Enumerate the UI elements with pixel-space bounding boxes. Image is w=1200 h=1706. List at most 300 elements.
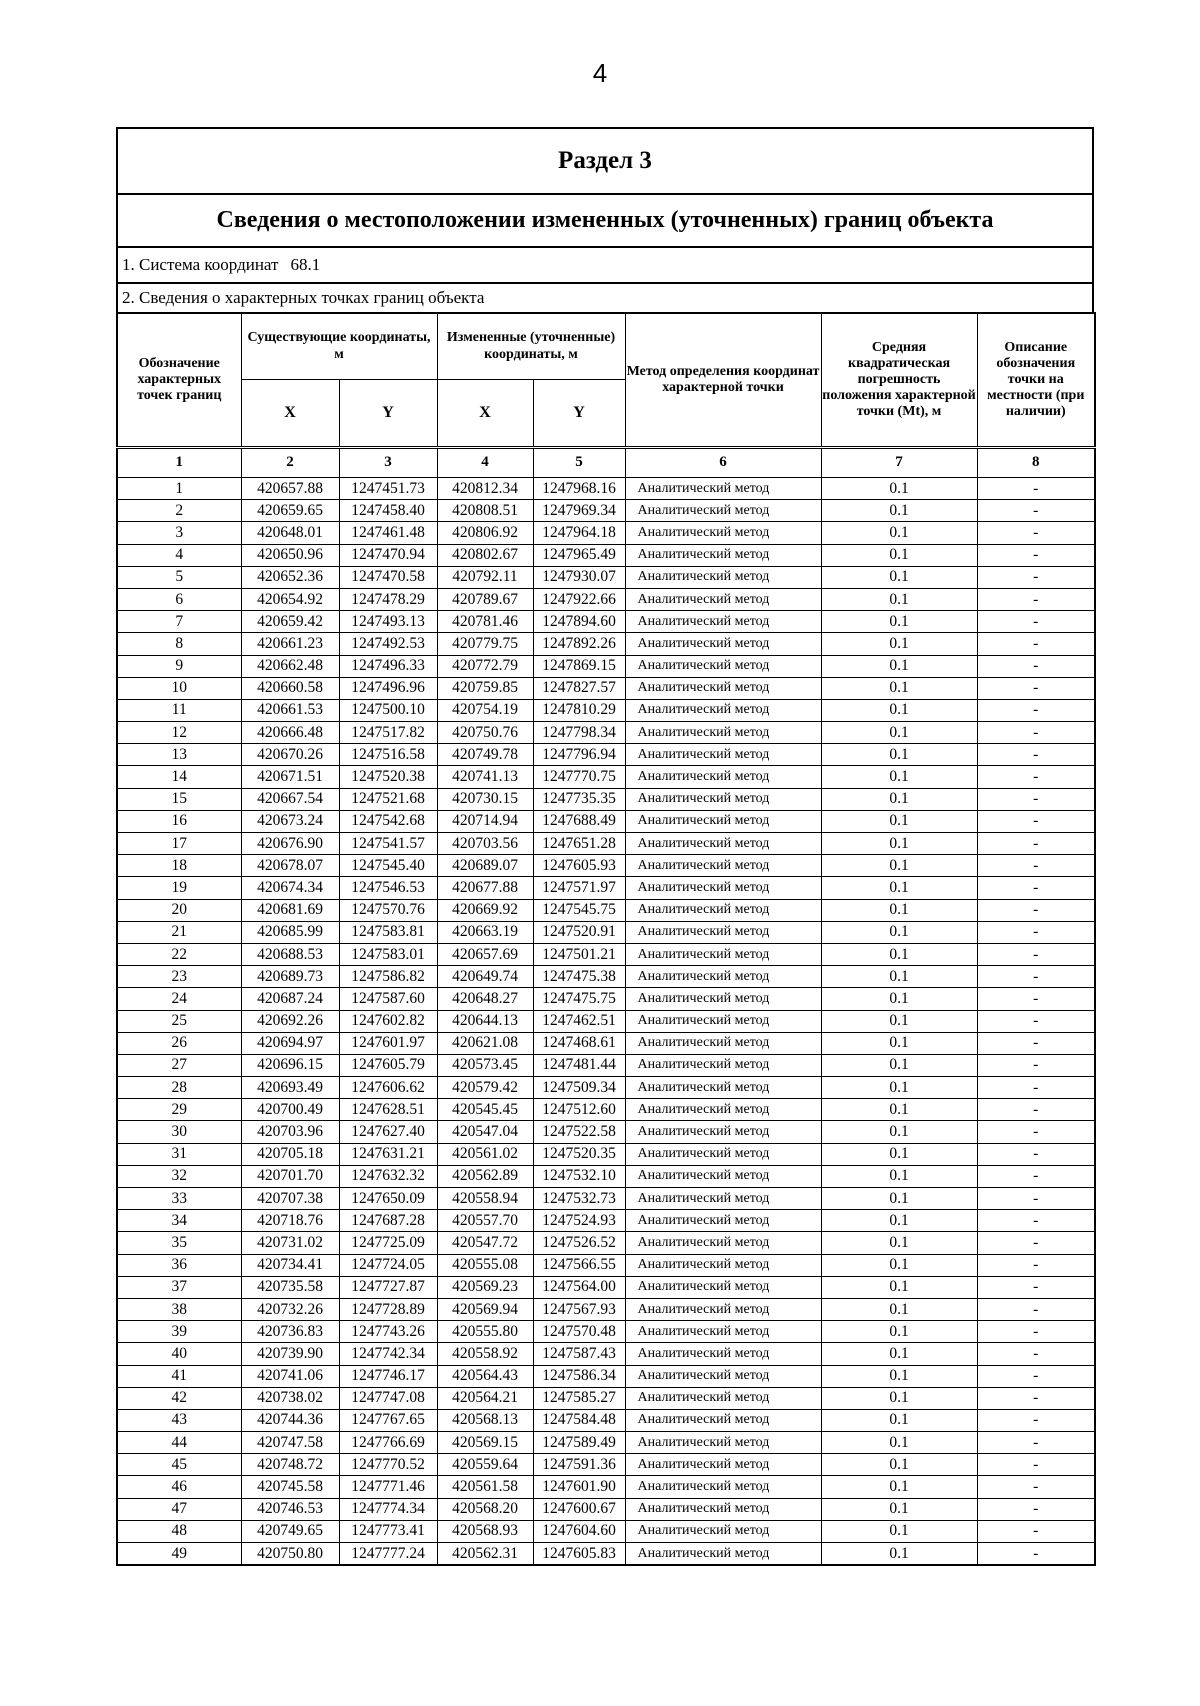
cell-existing-x: 420700.49: [241, 1099, 339, 1121]
table-row: [117, 833, 1095, 855]
cell-changed-x: 420559.64: [437, 1454, 533, 1476]
cell-changed-x: 420558.94: [437, 1188, 533, 1210]
cell-point-description: -: [977, 744, 1095, 766]
table-row: [117, 1054, 1095, 1076]
cell-point-description: -: [977, 1432, 1095, 1454]
cell-method: Аналитический метод: [625, 1298, 821, 1320]
cell-mean-square-error: 0.1: [821, 766, 977, 788]
cell-point-number: 49: [117, 1543, 241, 1566]
cell-changed-x: 420781.46: [437, 611, 533, 633]
cell-point-number: 20: [117, 899, 241, 921]
cell-point-number: 22: [117, 943, 241, 965]
cell-existing-y: 1247461.48: [339, 522, 437, 544]
cell-point-number: 39: [117, 1321, 241, 1343]
cell-changed-y: 1247969.34: [533, 500, 625, 522]
cell-method: Аналитический метод: [625, 1454, 821, 1476]
cell-point-description: -: [977, 1298, 1095, 1320]
cell-existing-y: 1247516.58: [339, 744, 437, 766]
cell-changed-x: 420808.51: [437, 500, 533, 522]
table-row: [117, 522, 1095, 544]
cell-mean-square-error: 0.1: [821, 943, 977, 965]
cell-method: Аналитический метод: [625, 744, 821, 766]
cell-point-description: -: [977, 1121, 1095, 1143]
cell-existing-y: 1247586.82: [339, 966, 437, 988]
cell-mean-square-error: 0.1: [821, 655, 977, 677]
cell-point-description: -: [977, 1476, 1095, 1498]
cell-changed-x: 420562.89: [437, 1165, 533, 1187]
cell-mean-square-error: 0.1: [821, 1165, 977, 1187]
cell-changed-x: 420648.27: [437, 988, 533, 1010]
cell-existing-y: 1247458.40: [339, 500, 437, 522]
cell-existing-y: 1247687.28: [339, 1210, 437, 1232]
cell-point-number: 35: [117, 1232, 241, 1254]
cell-changed-y: 1247512.60: [533, 1099, 625, 1121]
cell-existing-x: 420692.26: [241, 1010, 339, 1032]
cell-point-description: -: [977, 677, 1095, 699]
header-existing-y: Y: [339, 380, 437, 448]
cell-changed-x: 420564.43: [437, 1365, 533, 1387]
cell-changed-x: 420703.56: [437, 833, 533, 855]
cell-mean-square-error: 0.1: [821, 988, 977, 1010]
cell-changed-x: 420689.07: [437, 855, 533, 877]
cell-point-description: -: [977, 921, 1095, 943]
cell-existing-y: 1247587.60: [339, 988, 437, 1010]
table-row: [117, 1099, 1095, 1121]
cell-point-description: -: [977, 588, 1095, 610]
cell-existing-y: 1247451.73: [339, 478, 437, 500]
cell-changed-x: 420741.13: [437, 766, 533, 788]
cell-point-number: 11: [117, 699, 241, 721]
cell-mean-square-error: 0.1: [821, 611, 977, 633]
cell-existing-x: 420648.01: [241, 522, 339, 544]
cell-method: Аналитический метод: [625, 855, 821, 877]
header-method: Метод определения координат характерной точки: [625, 313, 821, 448]
coordinate-system-value: 68.1: [290, 255, 321, 274]
cell-mean-square-error: 0.1: [821, 566, 977, 588]
cell-point-description: -: [977, 788, 1095, 810]
coordinate-system-label: 1. Система координат: [122, 255, 279, 274]
cell-changed-x: 420750.76: [437, 722, 533, 744]
cell-mean-square-error: 0.1: [821, 1387, 977, 1409]
cell-existing-y: 1247628.51: [339, 1099, 437, 1121]
cell-changed-x: 420714.94: [437, 810, 533, 832]
cell-point-number: 4: [117, 544, 241, 566]
cell-changed-y: 1247520.35: [533, 1143, 625, 1165]
cell-method: Аналитический метод: [625, 966, 821, 988]
cell-existing-y: 1247570.76: [339, 899, 437, 921]
cell-mean-square-error: 0.1: [821, 833, 977, 855]
cell-point-description: -: [977, 1010, 1095, 1032]
cell-point-description: -: [977, 1165, 1095, 1187]
cell-mean-square-error: 0.1: [821, 788, 977, 810]
table-row: [117, 1032, 1095, 1054]
cell-changed-x: 420789.67: [437, 588, 533, 610]
cell-changed-y: 1247532.10: [533, 1165, 625, 1187]
cell-existing-y: 1247777.24: [339, 1543, 437, 1566]
cell-point-number: 30: [117, 1121, 241, 1143]
cell-point-description: -: [977, 722, 1095, 744]
table-row: [117, 1365, 1095, 1387]
cell-point-description: -: [977, 655, 1095, 677]
cell-mean-square-error: 0.1: [821, 1032, 977, 1054]
cell-mean-square-error: 0.1: [821, 1454, 977, 1476]
cell-existing-x: 420685.99: [241, 921, 339, 943]
cell-existing-y: 1247743.26: [339, 1321, 437, 1343]
cell-changed-x: 420657.69: [437, 943, 533, 965]
cell-existing-x: 420657.88: [241, 478, 339, 500]
cell-changed-y: 1247564.00: [533, 1276, 625, 1298]
cell-changed-y: 1247591.36: [533, 1454, 625, 1476]
cell-method: Аналитический метод: [625, 1365, 821, 1387]
cell-changed-x: 420564.21: [437, 1387, 533, 1409]
table-row: [117, 1432, 1095, 1454]
cell-existing-x: 420666.48: [241, 722, 339, 744]
cell-existing-y: 1247521.68: [339, 788, 437, 810]
cell-changed-y: 1247509.34: [533, 1077, 625, 1099]
cell-changed-x: 420561.02: [437, 1143, 533, 1165]
cell-method: Аналитический метод: [625, 877, 821, 899]
cell-existing-x: 420650.96: [241, 544, 339, 566]
cell-existing-y: 1247542.68: [339, 810, 437, 832]
cell-existing-x: 420661.23: [241, 633, 339, 655]
cell-method: Аналитический метод: [625, 544, 821, 566]
column-number: 7: [821, 448, 977, 478]
cell-existing-y: 1247583.81: [339, 921, 437, 943]
cell-existing-x: 420667.54: [241, 788, 339, 810]
cell-changed-y: 1247965.49: [533, 544, 625, 566]
cell-existing-y: 1247602.82: [339, 1010, 437, 1032]
cell-point-description: -: [977, 1032, 1095, 1054]
cell-existing-y: 1247541.57: [339, 833, 437, 855]
cell-existing-x: 420671.51: [241, 766, 339, 788]
cell-existing-x: 420738.02: [241, 1387, 339, 1409]
cell-point-description: -: [977, 1054, 1095, 1076]
cell-changed-y: 1247566.55: [533, 1254, 625, 1276]
cell-method: Аналитический метод: [625, 1232, 821, 1254]
cell-changed-y: 1247770.75: [533, 766, 625, 788]
cell-existing-y: 1247747.08: [339, 1387, 437, 1409]
cell-existing-y: 1247727.87: [339, 1276, 437, 1298]
cell-mean-square-error: 0.1: [821, 1343, 977, 1365]
cell-changed-y: 1247520.91: [533, 921, 625, 943]
cell-method: Аналитический метод: [625, 810, 821, 832]
cell-mean-square-error: 0.1: [821, 677, 977, 699]
cell-changed-x: 420547.72: [437, 1232, 533, 1254]
cell-point-number: 43: [117, 1409, 241, 1431]
cell-changed-x: 420677.88: [437, 877, 533, 899]
table-row: [117, 877, 1095, 899]
cell-changed-y: 1247462.51: [533, 1010, 625, 1032]
cell-mean-square-error: 0.1: [821, 1276, 977, 1298]
cell-point-number: 34: [117, 1210, 241, 1232]
cell-existing-y: 1247742.34: [339, 1343, 437, 1365]
cell-point-number: 13: [117, 744, 241, 766]
cell-point-description: -: [977, 1077, 1095, 1099]
cell-point-number: 10: [117, 677, 241, 699]
cell-mean-square-error: 0.1: [821, 877, 977, 899]
cell-existing-x: 420731.02: [241, 1232, 339, 1254]
cell-point-number: 12: [117, 722, 241, 744]
cell-changed-x: 420562.31: [437, 1543, 533, 1566]
cell-changed-y: 1247522.58: [533, 1121, 625, 1143]
cell-changed-x: 420569.94: [437, 1298, 533, 1320]
cell-existing-y: 1247605.79: [339, 1054, 437, 1076]
table-row: [117, 1543, 1095, 1566]
cell-existing-x: 420703.96: [241, 1121, 339, 1143]
cell-mean-square-error: 0.1: [821, 1077, 977, 1099]
cell-changed-y: 1247570.48: [533, 1321, 625, 1343]
cell-changed-y: 1247501.21: [533, 943, 625, 965]
cell-existing-y: 1247583.01: [339, 943, 437, 965]
cell-existing-x: 420687.24: [241, 988, 339, 1010]
cell-point-number: 5: [117, 566, 241, 588]
column-number: 1: [117, 448, 241, 478]
cell-mean-square-error: 0.1: [821, 1476, 977, 1498]
cell-point-number: 19: [117, 877, 241, 899]
cell-point-number: 48: [117, 1520, 241, 1542]
cell-existing-x: 420707.38: [241, 1188, 339, 1210]
points-section-label: 2. Сведения о характерных точках границ объекта: [116, 284, 1094, 312]
cell-point-number: 28: [117, 1077, 241, 1099]
cell-existing-y: 1247773.41: [339, 1520, 437, 1542]
cell-method: Аналитический метод: [625, 588, 821, 610]
cell-method: Аналитический метод: [625, 478, 821, 500]
cell-changed-y: 1247526.52: [533, 1232, 625, 1254]
document-frame: [116, 127, 1094, 1566]
cell-changed-x: 420555.80: [437, 1321, 533, 1343]
cell-existing-y: 1247627.40: [339, 1121, 437, 1143]
cell-point-number: 7: [117, 611, 241, 633]
cell-changed-x: 420669.92: [437, 899, 533, 921]
cell-method: Аналитический метод: [625, 633, 821, 655]
table-row: [117, 633, 1095, 655]
cell-point-number: 15: [117, 788, 241, 810]
cell-method: Аналитический метод: [625, 833, 821, 855]
table-row: [117, 1298, 1095, 1320]
cell-method: Аналитический метод: [625, 522, 821, 544]
cell-existing-y: 1247493.13: [339, 611, 437, 633]
cell-mean-square-error: 0.1: [821, 1543, 977, 1566]
cell-changed-y: 1247600.67: [533, 1498, 625, 1520]
table-body: [117, 478, 1095, 1566]
cell-method: Аналитический метод: [625, 1476, 821, 1498]
cell-existing-x: 420718.76: [241, 1210, 339, 1232]
cell-existing-x: 420732.26: [241, 1298, 339, 1320]
cell-changed-x: 420555.08: [437, 1254, 533, 1276]
cell-changed-y: 1247567.93: [533, 1298, 625, 1320]
cell-changed-x: 420569.15: [437, 1432, 533, 1454]
cell-changed-x: 420730.15: [437, 788, 533, 810]
cell-changed-x: 420812.34: [437, 478, 533, 500]
cell-mean-square-error: 0.1: [821, 1254, 977, 1276]
cell-method: Аналитический метод: [625, 1387, 821, 1409]
cell-point-description: -: [977, 478, 1095, 500]
cell-method: Аналитический метод: [625, 611, 821, 633]
cell-existing-x: 420674.34: [241, 877, 339, 899]
cell-mean-square-error: 0.1: [821, 744, 977, 766]
header-changed-y: Y: [533, 380, 625, 448]
cell-method: Аналитический метод: [625, 921, 821, 943]
cell-existing-y: 1247545.40: [339, 855, 437, 877]
cell-changed-x: 420802.67: [437, 544, 533, 566]
table-row: [117, 1232, 1095, 1254]
cell-mean-square-error: 0.1: [821, 522, 977, 544]
cell-method: Аналитический метод: [625, 1121, 821, 1143]
cell-changed-y: 1247584.48: [533, 1409, 625, 1431]
page-number: 4: [592, 58, 608, 88]
cell-method: Аналитический метод: [625, 1409, 821, 1431]
cell-existing-y: 1247470.94: [339, 544, 437, 566]
cell-existing-x: 420654.92: [241, 588, 339, 610]
cell-changed-x: 420759.85: [437, 677, 533, 699]
cell-existing-x: 420659.65: [241, 500, 339, 522]
cell-point-number: 26: [117, 1032, 241, 1054]
cell-method: Аналитический метод: [625, 1254, 821, 1276]
cell-mean-square-error: 0.1: [821, 1321, 977, 1343]
boundary-points-table: [116, 312, 1096, 1566]
cell-point-description: -: [977, 1254, 1095, 1276]
cell-existing-y: 1247632.32: [339, 1165, 437, 1187]
cell-point-number: 23: [117, 966, 241, 988]
cell-existing-x: 420689.73: [241, 966, 339, 988]
table-row: [117, 722, 1095, 744]
cell-point-description: -: [977, 899, 1095, 921]
cell-point-number: 36: [117, 1254, 241, 1276]
cell-method: Аналитический метод: [625, 988, 821, 1010]
cell-existing-y: 1247724.05: [339, 1254, 437, 1276]
cell-point-description: -: [977, 522, 1095, 544]
cell-mean-square-error: 0.1: [821, 588, 977, 610]
cell-point-number: 37: [117, 1276, 241, 1298]
table-row: [117, 966, 1095, 988]
cell-method: Аналитический метод: [625, 1543, 821, 1566]
cell-mean-square-error: 0.1: [821, 1520, 977, 1542]
cell-existing-y: 1247746.17: [339, 1365, 437, 1387]
cell-existing-y: 1247728.89: [339, 1298, 437, 1320]
cell-changed-y: 1247798.34: [533, 722, 625, 744]
cell-changed-y: 1247475.75: [533, 988, 625, 1010]
cell-existing-x: 420750.80: [241, 1543, 339, 1566]
cell-mean-square-error: 0.1: [821, 1143, 977, 1165]
cell-mean-square-error: 0.1: [821, 1054, 977, 1076]
cell-changed-y: 1247481.44: [533, 1054, 625, 1076]
table-row: [117, 899, 1095, 921]
cell-existing-x: 420681.69: [241, 899, 339, 921]
cell-point-number: 47: [117, 1498, 241, 1520]
cell-changed-x: 420545.45: [437, 1099, 533, 1121]
cell-existing-x: 420688.53: [241, 943, 339, 965]
cell-method: Аналитический метод: [625, 766, 821, 788]
cell-changed-x: 420754.19: [437, 699, 533, 721]
cell-method: Аналитический метод: [625, 566, 821, 588]
cell-method: Аналитический метод: [625, 1343, 821, 1365]
cell-changed-y: 1247475.38: [533, 966, 625, 988]
cell-point-number: 33: [117, 1188, 241, 1210]
table-row: [117, 1476, 1095, 1498]
table-row: [117, 1254, 1095, 1276]
table-row: [117, 766, 1095, 788]
cell-existing-x: 420744.36: [241, 1409, 339, 1431]
header-changed-coordinates: Измененные (уточненные) координаты, м: [437, 313, 625, 380]
cell-changed-x: 420558.92: [437, 1343, 533, 1365]
cell-existing-y: 1247517.82: [339, 722, 437, 744]
cell-method: Аналитический метод: [625, 1032, 821, 1054]
cell-point-number: 6: [117, 588, 241, 610]
cell-point-number: 16: [117, 810, 241, 832]
cell-changed-x: 420621.08: [437, 1032, 533, 1054]
cell-point-number: 27: [117, 1054, 241, 1076]
cell-point-number: 24: [117, 988, 241, 1010]
cell-existing-y: 1247470.58: [339, 566, 437, 588]
cell-existing-y: 1247770.52: [339, 1454, 437, 1476]
column-number: 4: [437, 448, 533, 478]
cell-point-description: -: [977, 966, 1095, 988]
section-title: Раздел 3: [116, 127, 1094, 195]
cell-mean-square-error: 0.1: [821, 1432, 977, 1454]
cell-point-number: 17: [117, 833, 241, 855]
cell-point-description: -: [977, 611, 1095, 633]
cell-existing-y: 1247631.21: [339, 1143, 437, 1165]
cell-changed-x: 420561.58: [437, 1476, 533, 1498]
cell-changed-y: 1247810.29: [533, 699, 625, 721]
cell-existing-x: 420660.58: [241, 677, 339, 699]
cell-existing-y: 1247766.69: [339, 1432, 437, 1454]
cell-method: Аналитический метод: [625, 1276, 821, 1298]
cell-method: Аналитический метод: [625, 1165, 821, 1187]
table-row: [117, 500, 1095, 522]
cell-changed-x: 420568.13: [437, 1409, 533, 1431]
table-row: [117, 544, 1095, 566]
cell-point-description: -: [977, 810, 1095, 832]
cell-existing-x: 420739.90: [241, 1343, 339, 1365]
cell-changed-y: 1247827.57: [533, 677, 625, 699]
cell-mean-square-error: 0.1: [821, 810, 977, 832]
cell-point-number: 31: [117, 1143, 241, 1165]
cell-changed-y: 1247688.49: [533, 810, 625, 832]
table-row: [117, 1165, 1095, 1187]
cell-existing-y: 1247606.62: [339, 1077, 437, 1099]
cell-changed-y: 1247589.49: [533, 1432, 625, 1454]
cell-existing-y: 1247496.96: [339, 677, 437, 699]
cell-point-number: 8: [117, 633, 241, 655]
cell-mean-square-error: 0.1: [821, 966, 977, 988]
cell-changed-x: 420649.74: [437, 966, 533, 988]
table-row: [117, 1210, 1095, 1232]
cell-point-number: 21: [117, 921, 241, 943]
cell-method: Аналитический метод: [625, 677, 821, 699]
header-point-description: Описание обозначения точки на местности (при наличии): [977, 313, 1095, 448]
cell-method: Аналитический метод: [625, 1188, 821, 1210]
cell-method: Аналитический метод: [625, 1143, 821, 1165]
table-row: [117, 1276, 1095, 1298]
cell-existing-y: 1247496.33: [339, 655, 437, 677]
cell-method: Аналитический метод: [625, 1077, 821, 1099]
cell-point-number: 29: [117, 1099, 241, 1121]
cell-point-description: -: [977, 1188, 1095, 1210]
cell-point-description: -: [977, 566, 1095, 588]
cell-point-description: -: [977, 1409, 1095, 1431]
cell-point-description: -: [977, 1210, 1095, 1232]
table-row: [117, 943, 1095, 965]
cell-changed-y: 1247930.07: [533, 566, 625, 588]
cell-point-description: -: [977, 1321, 1095, 1343]
cell-mean-square-error: 0.1: [821, 1298, 977, 1320]
cell-point-description: -: [977, 1543, 1095, 1566]
table-row: [117, 566, 1095, 588]
table-row: [117, 1520, 1095, 1542]
cell-existing-x: 420694.97: [241, 1032, 339, 1054]
cell-changed-y: 1247922.66: [533, 588, 625, 610]
